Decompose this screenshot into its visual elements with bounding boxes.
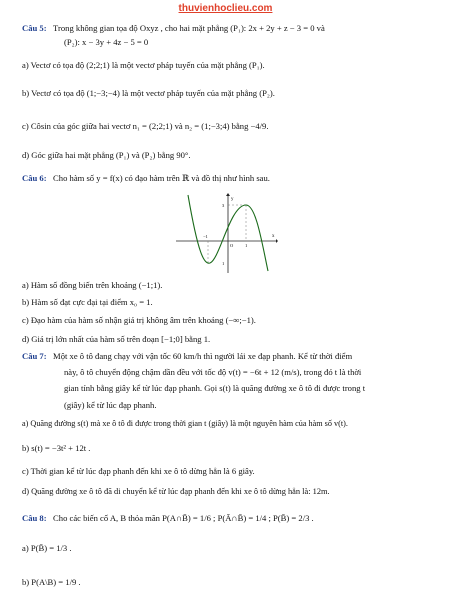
question-6-label: Câu 6: xyxy=(22,173,47,183)
question-5-option-d: d) Góc giữa hai mặt phẳng (P₁) và (P₂) bằng 90°. xyxy=(22,150,191,160)
question-8 xyxy=(22,513,314,523)
question-8-option-a: a) P(B̄) = 1/3 . xyxy=(22,543,72,553)
question-6-option-d: d) Giá trị lớn nhất của hàm số trên đoạn [−1;0] bằng 1. xyxy=(22,334,211,344)
question-6-text: Cho hàm số y = f(x) có đạo hàm trên ℝ và đồ thị như hình sau. xyxy=(53,173,270,183)
question-5 xyxy=(22,23,325,33)
question-6-option-c: c) Đạo hàm của hàm số nhận giá trị không âm trên khoảng (−∞;−1). xyxy=(22,315,256,325)
origin-label: O xyxy=(230,243,234,248)
function-graph xyxy=(176,193,278,273)
question-7-line-2: này, ô tô chuyển động chậm dần đều với tốc độ v(t) = −6t + 12 (m/s), trong đó t là thời xyxy=(64,367,362,377)
question-5-text-2: (P₂): x − 3y + 4z − 5 = 0 xyxy=(64,37,149,47)
question-8-text: Cho các biến cố A, B thỏa mãn P(A∩B̄) = 1/6 ; P(Ā∩B̄) = 1/4 ; P(B̄) = 2/3 . xyxy=(53,513,314,523)
question-7-label: Câu 7: xyxy=(22,351,47,361)
question-5-label: Câu 5: xyxy=(22,23,47,33)
tick-label-x-1: 1 xyxy=(245,243,248,248)
question-7-line-1: Một xe ô tô đang chạy với vận tốc 60 km/h thì người lái xe đạp phanh. Kể từ thời điểm xyxy=(53,351,353,361)
question-5-text: Trong không gian tọa độ Oxyz , cho hai mặt phẳng (P₁): 2x + 2y + z − 3 = 0 và xyxy=(53,23,325,33)
question-5-option-c: c) Côsin của góc giữa hai vectơ n₁ = (2;2;1) và n₂ = (1;−3;4) bằng −4/9. xyxy=(22,121,269,131)
x-axis-arrow xyxy=(276,239,278,243)
question-7-option-d: d) Quãng đường xe ô tô đã di chuyển kể từ lúc đạp phanh đến khi xe ô tô dừng hẳn là: 12m. xyxy=(22,487,330,496)
question-6-option-a: a) Hàm số đồng biến trên khoảng (−1;1). xyxy=(22,280,163,290)
question-7-option-c: c) Thời gian kể từ lúc đạp phanh đến khi xe ô tô dừng hẳn là 6 giây. xyxy=(22,466,255,476)
question-7-option-a: a) Quãng đường s(t) mà xe ô tô đi được trong thời gian t (giây) là một nguyên hàm của hàm số v(t). xyxy=(22,419,348,428)
y-axis-label: y xyxy=(231,197,234,202)
question-7 xyxy=(22,351,352,361)
question-7-option-b: b) s(t) = −3t² + 12t . xyxy=(22,443,91,453)
question-5-option-b: b) Vectơ có tọa độ (1;−3;−4) là một vectơ pháp tuyến của mặt phẳng (P₂). xyxy=(22,88,275,98)
question-8-option-b: b) P(A\B) = 1/9 . xyxy=(22,577,81,587)
question-6 xyxy=(22,173,270,183)
question-7-line-3: gian tính bằng giây kể từ lúc đạp phanh. Gọi s(t) là quãng đường xe ô tô đi được trong t xyxy=(64,383,366,393)
question-6-option-b: b) Hàm số đạt cực đại tại điểm x₀ = 1. xyxy=(22,297,153,307)
x-axis-label: x xyxy=(272,234,275,239)
tick-label-3: 3 xyxy=(222,203,225,208)
y-axis-arrow xyxy=(226,193,230,196)
question-5-option-a: a) Vectơ có tọa độ (2;2;1) là một vectơ pháp tuyến của mặt phẳng (P₁). xyxy=(22,60,265,70)
watermark: thuvienhoclieu.com xyxy=(178,3,273,14)
question-7-line-4: (giây) kể từ lúc đạp phanh. xyxy=(64,400,157,410)
tick-label-y-1: 1 xyxy=(222,261,225,266)
tick-label-neg1: −1 xyxy=(203,234,208,239)
question-8-label: Câu 8: xyxy=(22,513,47,523)
